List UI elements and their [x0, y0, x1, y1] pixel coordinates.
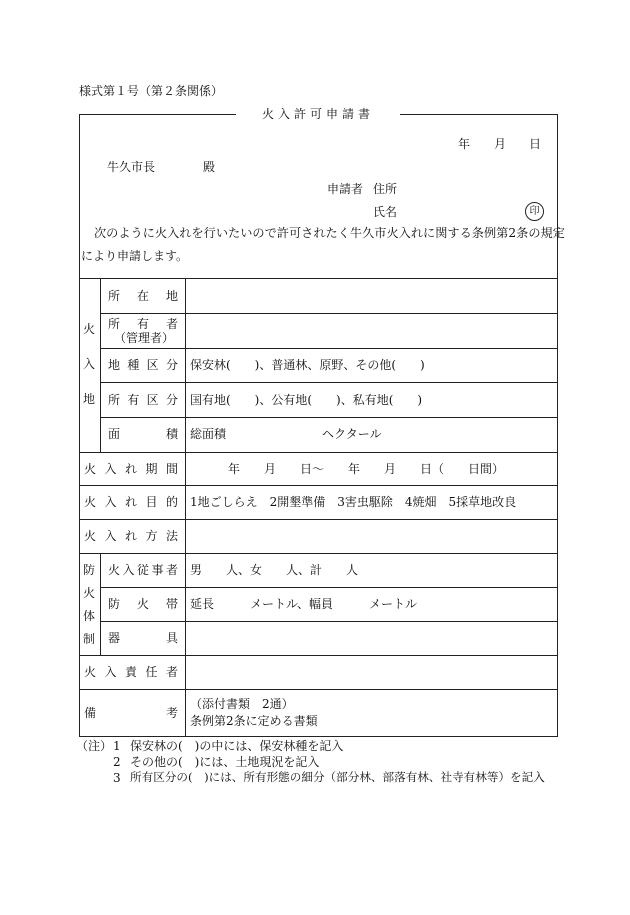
label-owner-sub: （管理者）: [114, 331, 175, 345]
label-owner: 所 有 者: [108, 317, 178, 331]
value-period: 年 月 日～ 年 月 日（ 日間）: [228, 462, 505, 476]
fire-prevention-char-3: 体: [82, 609, 95, 623]
intro-line-1: 次のように火入れを行いたいので許可されたく牛久市火入れに関する条例第2条の規定: [94, 226, 565, 240]
fire-prevention-char-2: 火: [82, 586, 95, 600]
date-month: 月: [494, 137, 507, 151]
fire-prevention-section-divider: [100, 553, 101, 655]
addressee-name: 牛久市長: [107, 160, 156, 174]
form-number: 様式第１号（第２条関係）: [79, 84, 224, 98]
applicant-name-label: 氏名: [373, 205, 398, 219]
label-responsible: 火 入 責 任 者: [84, 665, 178, 679]
label-remarks: 備 考: [84, 706, 178, 720]
addressee-honorific: 殿: [203, 160, 216, 174]
note-3-text: 所有区分の( )には、所有形態の細分（部分林、部落有林、社寺有林等）を記入: [130, 770, 545, 784]
remarks-line-2: 条例第2条に定める書類: [190, 714, 318, 728]
value-area: 総面積 ヘクタール: [190, 427, 382, 441]
fire-site-char-3: 地: [82, 392, 95, 406]
label-column-divider: [185, 278, 186, 736]
label-ownership-type: 所 有 区 分: [108, 393, 178, 407]
form-title: 火入許可申請書: [236, 108, 400, 120]
note-1-text: 保安林の( )の中には、保安林種を記入: [130, 739, 344, 753]
fire-site-section-divider: [100, 278, 101, 452]
applicant-label: 申請者: [327, 182, 364, 196]
value-workers: 男 人、女 人、計 人: [190, 563, 359, 577]
value-purpose: 1地ごしらえ 2開墾準備 3害虫駆除 4焼畑 5採草地改良: [190, 495, 517, 509]
seal-icon: 印: [525, 202, 544, 221]
label-firebreak: 防 火 帯: [108, 597, 178, 611]
label-area: 面 積: [108, 427, 178, 441]
value-land-type: 保安林( )、普通林、原野、その他( ): [190, 358, 425, 372]
value-firebreak: 延長 メートル、幅員 メートル: [190, 597, 418, 611]
label-period: 火 入 れ 期 間: [84, 462, 178, 476]
frame-right: [557, 114, 558, 736]
fire-site-char-2: 入: [82, 357, 95, 371]
remarks-line-1: （添付書類 2通）: [190, 697, 294, 711]
label-workers: 火 入 従 事 者: [108, 563, 178, 577]
date-day: 日: [529, 137, 542, 151]
note-3-num: 3: [113, 771, 121, 785]
note-1-num: 1: [113, 739, 121, 753]
notes-prefix: （注）: [76, 739, 113, 753]
note-2-num: 2: [113, 755, 121, 769]
applicant-address-label: 住所: [373, 182, 398, 196]
date-year: 年: [458, 137, 471, 151]
intro-line-2: により申請します。: [81, 249, 189, 263]
value-ownership-type: 国有地( )、公有地( )、私有地( ): [190, 393, 423, 407]
label-purpose: 火 入 れ 目 的: [84, 495, 178, 509]
label-location: 所 在 地: [108, 289, 178, 303]
frame-bottom: [79, 736, 558, 737]
label-land-type: 地 種 区 分: [108, 358, 178, 372]
label-method: 火 入 れ 方 法: [84, 529, 178, 543]
fire-prevention-char-1: 防: [82, 563, 95, 577]
label-equipment: 器 具: [108, 631, 178, 645]
fire-prevention-char-4: 制: [82, 632, 95, 646]
note-2-text: その他の( )には、土地現況を記入: [130, 755, 320, 769]
fire-site-char-1: 火: [82, 322, 95, 336]
